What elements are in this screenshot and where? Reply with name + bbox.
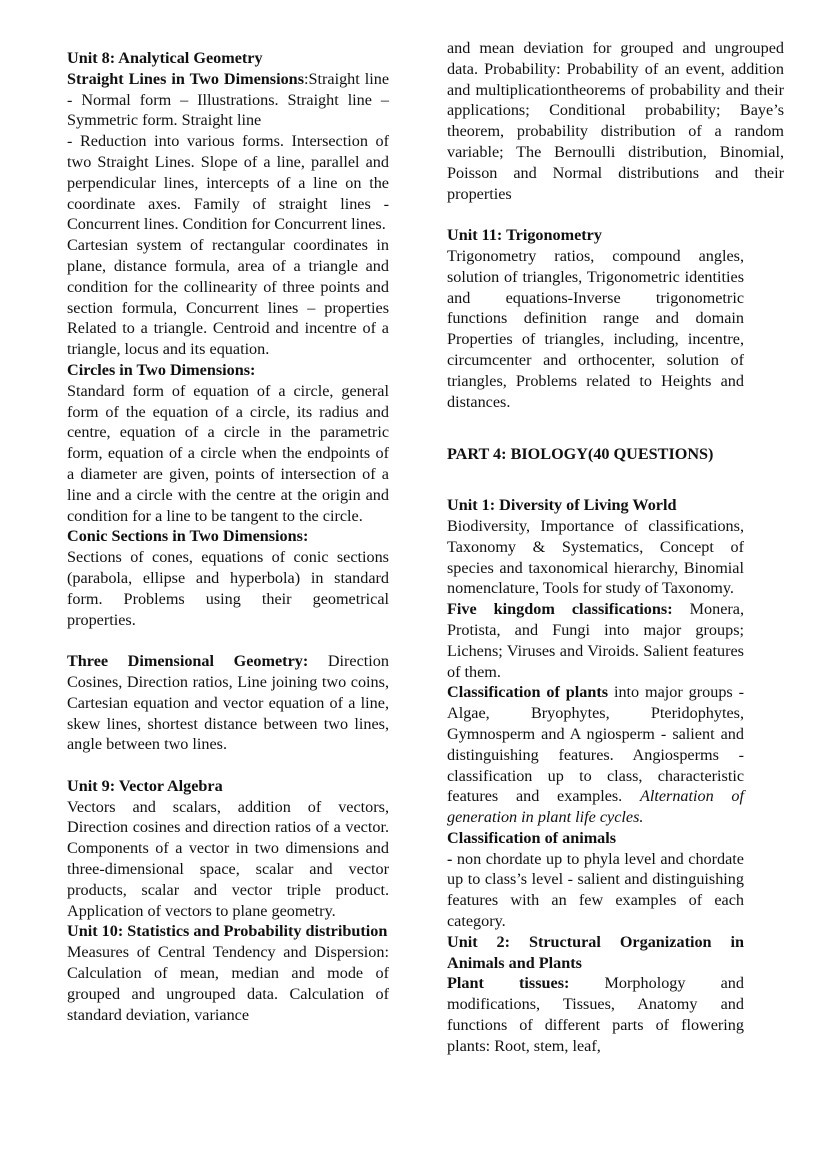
part4-heading: PART 4: BIOLOGY(40 QUESTIONS) bbox=[447, 445, 714, 464]
three-d-heading: Three Dimensional Geometry: bbox=[67, 652, 309, 671]
unit11-block bbox=[447, 225, 744, 1056]
plants-text: into major groups - Algae, Bryophytes, Pteridophytes, Gymnosperm and A ngiosperm - salient and distinguishing features. Angiosperms - classification up to class, characteristic features and examples. bbox=[447, 683, 744, 806]
plants-italic-text: Alternation of generation in plant life cycles. bbox=[447, 787, 745, 827]
bio-unit2-heading: Unit 2: Structural Organization in Animals and Plants bbox=[447, 932, 744, 972]
unit10-continued-paragraph: and mean deviation for grouped and ungrouped data. Probability: Probability of an event, addition and multiplicationtheorems of probability and their applications; Conditional probability; Baye’s theorem, probability distribution of a random variable; The Bernoulli distribution, Binomial, Poisson and Normal distributions and their properties bbox=[447, 39, 784, 203]
plant-tissues-text: Morphology and modifications, Tissues, Anatomy and functions of different parts of flowering plants: Root, stem, leaf, bbox=[447, 974, 744, 1055]
plants-heading: Classification of plants bbox=[447, 683, 609, 702]
circles-heading: Circles in Two Dimensions: bbox=[67, 360, 256, 379]
left-column bbox=[67, 48, 389, 1025]
animals-heading: Classification of animals bbox=[447, 828, 617, 847]
five-kingdom-text: Monera, Protista, and Fungi into major groups; Lichens; Viruses and Viroids. Salient features of them. bbox=[447, 600, 744, 681]
right-column bbox=[447, 38, 784, 1057]
plant-tissues-paragraph bbox=[447, 973, 744, 1056]
unit9-heading: Unit 9: Vector Algebra bbox=[67, 776, 223, 795]
unit9-paragraph: Vectors and scalars, addition of vectors, Direction cosines and direction ratios of a vector. Components of a vector in two dimensions and three-dimensional space, scalar and vector products, scalar and vector triple product. Application of vectors to plane geometry. bbox=[67, 797, 389, 920]
straight-lines-text: :Straight line - Normal form – Illustrations. Straight line – Symmetric form. Straight line bbox=[67, 69, 390, 130]
three-d-text: Direction Cosines, Direction ratios, Line joining two coins, Cartesian equation and vector equation of a line, skew lines, shortest distance between two lines, angle between two lines. bbox=[67, 652, 389, 754]
conic-heading: Conic Sections in Two Dimensions: bbox=[67, 527, 309, 546]
straight-lines-paragraph bbox=[67, 69, 389, 131]
circles-paragraph: Standard form of equation of a circle, general form of the equation of a circle, its radius and centre, equation of a circle in the parametric form, equation of a circle when the endpoints of a diameter are given, points of intersection of a line and a circle with the centre at the origin and condition for a line to be tangent to the circle. bbox=[67, 381, 389, 525]
unit10-heading: Unit 10: Statistics and Probability distribution bbox=[67, 922, 388, 941]
animals-dash: - bbox=[447, 849, 453, 868]
bio-unit1-paragraph: Biodiversity, Importance of classifications, Taxonomy & Systematics, Concept of species and taxonomical hierarchy, Binomial nomenclature, Tools for study of Taxonomy. bbox=[447, 516, 744, 598]
unit11-paragraph: Trigonometry ratios, compound angles, solution of triangles, Trigonometric identities and equations-Inverse trigonometric functions definition range and domain Properties of triangles, including, incentre, circumcenter and orthocenter, solution of triangles, Problems related to Heights and distances. bbox=[447, 246, 744, 411]
unit11-heading: Unit 11: Trigonometry bbox=[447, 226, 602, 245]
plant-tissues-heading: Plant tissues: bbox=[447, 974, 570, 993]
unit8-heading: Unit 8: Analytical Geometry bbox=[67, 49, 263, 67]
straight-lines-heading: Straight Lines in Two Dimensions bbox=[67, 69, 304, 88]
bio-unit1-heading: Unit 1: Diversity of Living World bbox=[447, 496, 677, 515]
cartesian-paragraph: Cartesian system of rectangular coordinates in plane, distance formula, area of a triangle and condition for the collinearity of three points and section formula, Concurrent lines – properties Related to a triangle. Centroid and incentre of a triangle, locus and its equation. bbox=[67, 236, 389, 359]
unit10-paragraph: Measures of Central Tendency and Dispersion: Calculation of mean, median and mode of grouped and ungrouped data. Calculation of standard deviation, variance bbox=[67, 943, 389, 1024]
five-kingdom-paragraph bbox=[447, 599, 744, 682]
five-kingdom-heading: Five kingdom classifications: bbox=[447, 600, 673, 619]
conic-paragraph: Sections of cones, equations of conic sections (parabola, ellipse and hyperbola) in standard form. Problems using their geometrical properties. bbox=[67, 548, 389, 629]
animals-paragraph bbox=[447, 849, 744, 932]
animals-text: non chordate up to phyla level and chordate up to class’s level - salient and distinguishing features with an few examples of each category. bbox=[447, 849, 744, 931]
three-d-paragraph bbox=[67, 651, 389, 755]
straight-lines-text-2: - Reduction into various forms. Intersection of two Straight Lines. Slope of a line, parallel and perpendicular lines, intercepts of a line on the coordinate axes. Family of straight lines - Concurrent lines. Condition for Concurrent lines. bbox=[67, 132, 389, 234]
plants-paragraph bbox=[447, 682, 744, 828]
